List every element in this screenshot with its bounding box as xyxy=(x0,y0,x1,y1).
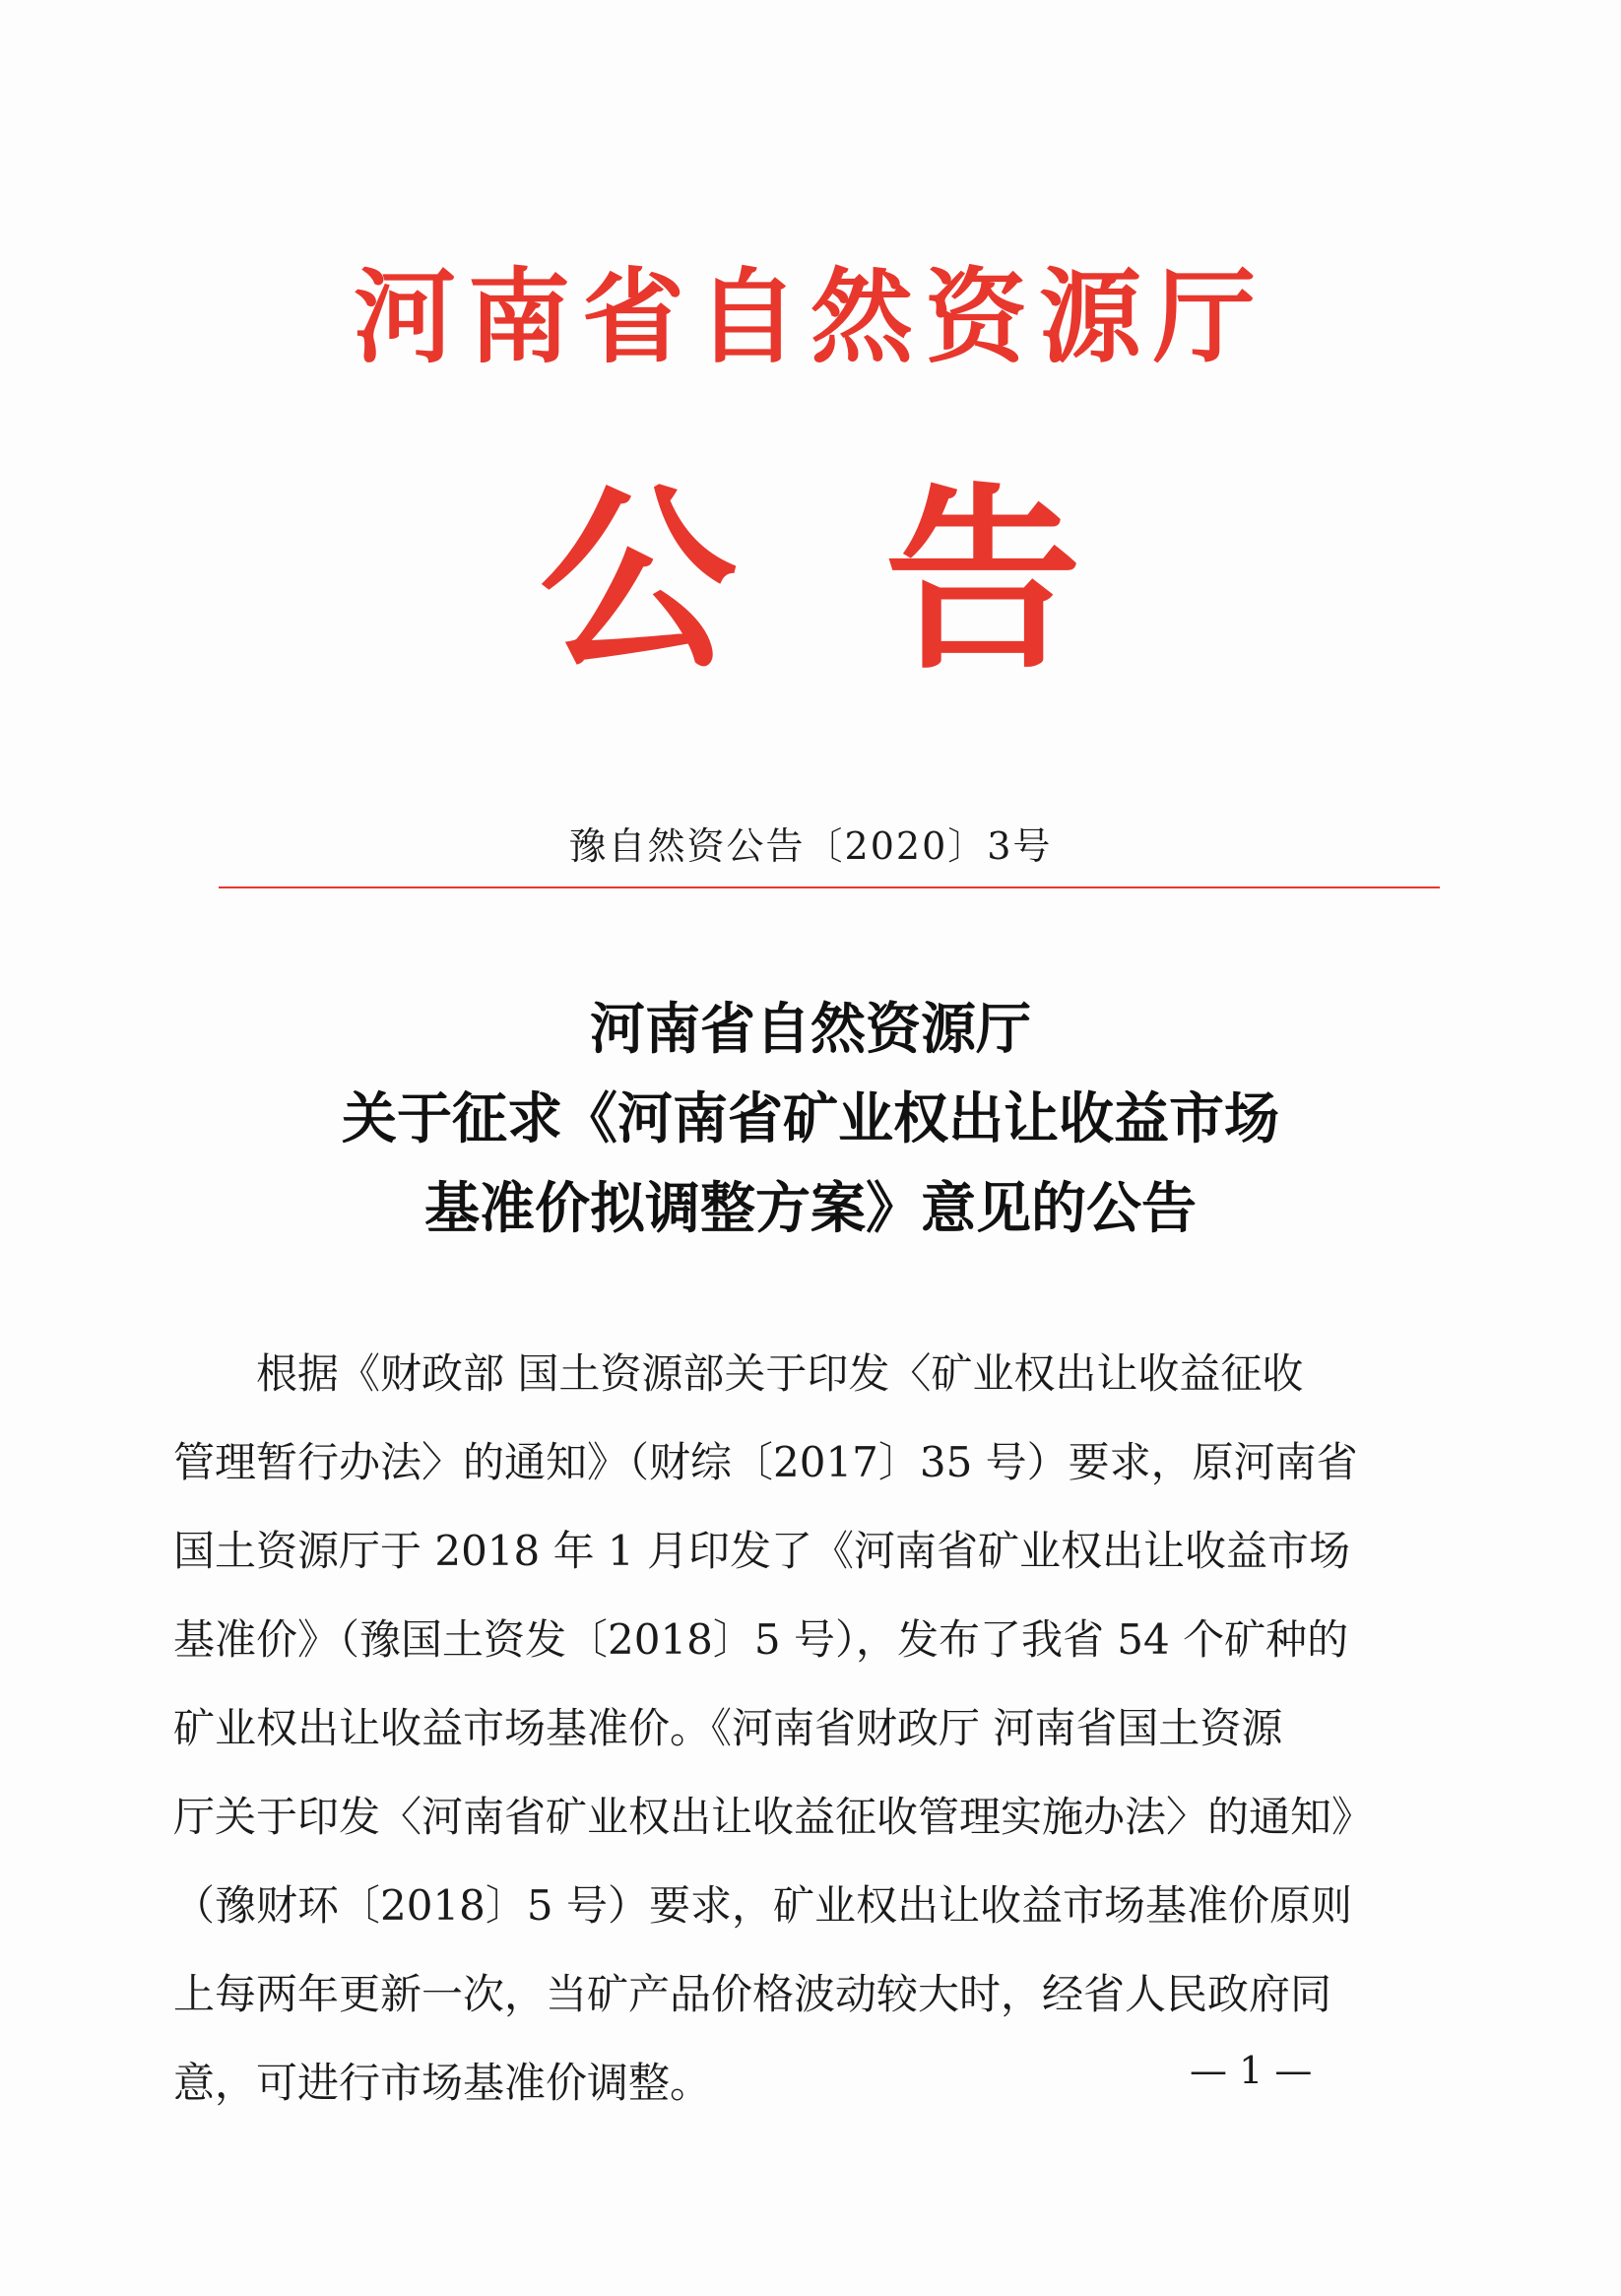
body-line: （豫财环〔2018〕5 号）要求，矿业权出让收益市场基准价原则 xyxy=(173,1881,1352,1930)
body-line: 管理暂行办法〉的通知》（财综〔2017〕35 号）要求，原河南省 xyxy=(173,1438,1358,1486)
title-line-3: 基准价拟调整方案》意见的公告 xyxy=(424,1177,1197,1241)
body-line: 上每两年更新一次，当矿产品价格波动较大时，经省人民政府同 xyxy=(173,1970,1332,2018)
announcement-title xyxy=(0,985,1621,1254)
title-line-1: 河南省自然资源厅 xyxy=(590,998,1031,1062)
agency-name: 河南省自然资源厅 xyxy=(353,256,1267,377)
body-line: 根据《财政部 国土资源部关于印发〈矿业权出让收益征收 xyxy=(256,1349,1304,1398)
body-paragraph xyxy=(173,1330,1391,2128)
title-line-2: 关于征求《河南省矿业权出让收益市场 xyxy=(342,1087,1279,1151)
body-line: 矿业权出让收益市场基准价。《河南省财政厅 河南省国土资源 xyxy=(173,1704,1283,1752)
body-line: 意，可进行市场基准价调整。 xyxy=(173,2059,712,2107)
body-line: 基准价》（豫国土资发〔2018〕5 号），发布了我省 54 个矿种的 xyxy=(173,1615,1349,1664)
body-line: 国土资源厅于 2018 年 1 月印发了《河南省矿业权出让收益市场 xyxy=(173,1527,1351,1575)
document-type: 公告 xyxy=(539,465,1229,696)
page-number: — 1 — xyxy=(1190,2049,1313,2092)
header-divider xyxy=(219,886,1440,888)
document-number: 豫自然资公告〔2020〕3号 xyxy=(568,824,1053,868)
body-line: 厅关于印发〈河南省矿业权出让收益征收管理实施办法〉的通知》 xyxy=(173,1793,1374,1841)
